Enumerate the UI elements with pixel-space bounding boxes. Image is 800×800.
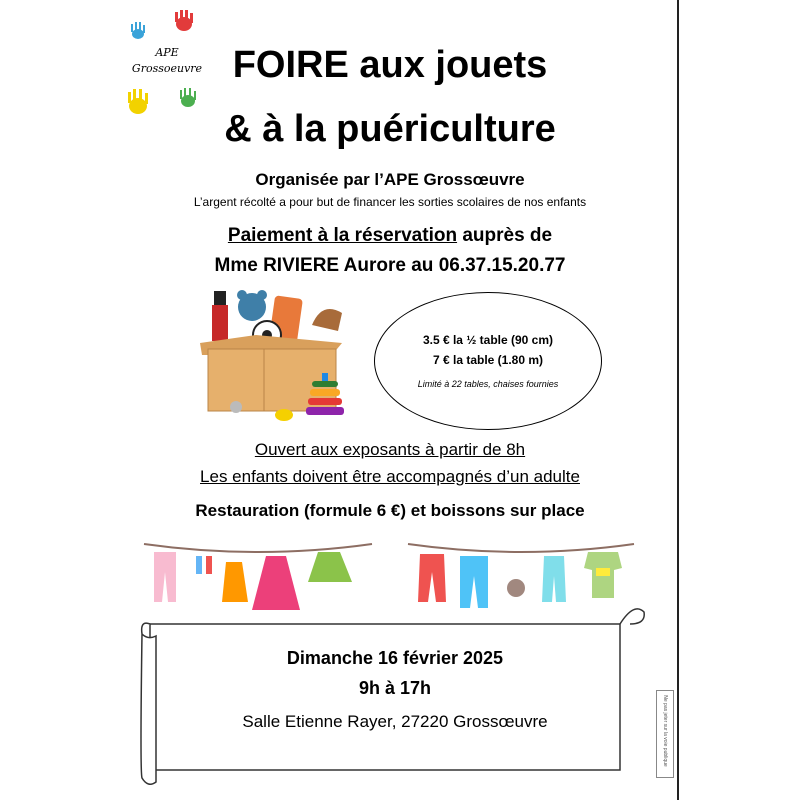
children-notice-line: Les enfants doivent être accompagnés d’un adulte [200,467,580,486]
payment-underlined: Paiement à la réservation [227,225,458,246]
event-venue: Salle Etienne Rayer, 27220 Grossœuvre [242,712,548,731]
payment-rest: auprès de [457,225,553,246]
event-date: Dimanche 16 février 2025 [286,648,504,668]
logo-text-grossoeuvre: Grossoeuvre [131,62,203,75]
purpose-line: L’argent récolté a pour but de financer les sorties scolaires de nos enfants [193,195,587,209]
page-title-line2: & à la puériculture [224,108,556,150]
vertical-footer-note [656,690,674,778]
footer-note-text: Ne pas jeter sur la voie publique [662,695,668,767]
food-line: Restauration (formule 6 €) et boissons sur place [195,501,585,520]
toy-box-illustration [192,285,360,433]
half-table-price: 3.5 € la ½ table (90 cm) [422,333,554,347]
contact-line: Mme RIVIERE Aurore au 06.37.15.20.77 [214,255,566,276]
page-title-line1: FOIRE aux jouets [232,44,548,86]
payment-line [0,225,780,247]
pricing-oval [374,292,602,430]
logo-text-ape: APE [155,46,179,59]
event-hours: 9h à 17h [358,678,432,698]
opening-time-line: Ouvert aux exposants à partir de 8h [254,440,526,459]
organizer-line: Organisée par l’APE Grossœuvre [255,170,525,189]
full-table-price: 7 € la table (1.80 m) [432,353,544,367]
table-limit-note: Limité à 22 tables, chaises fournies [417,379,559,389]
